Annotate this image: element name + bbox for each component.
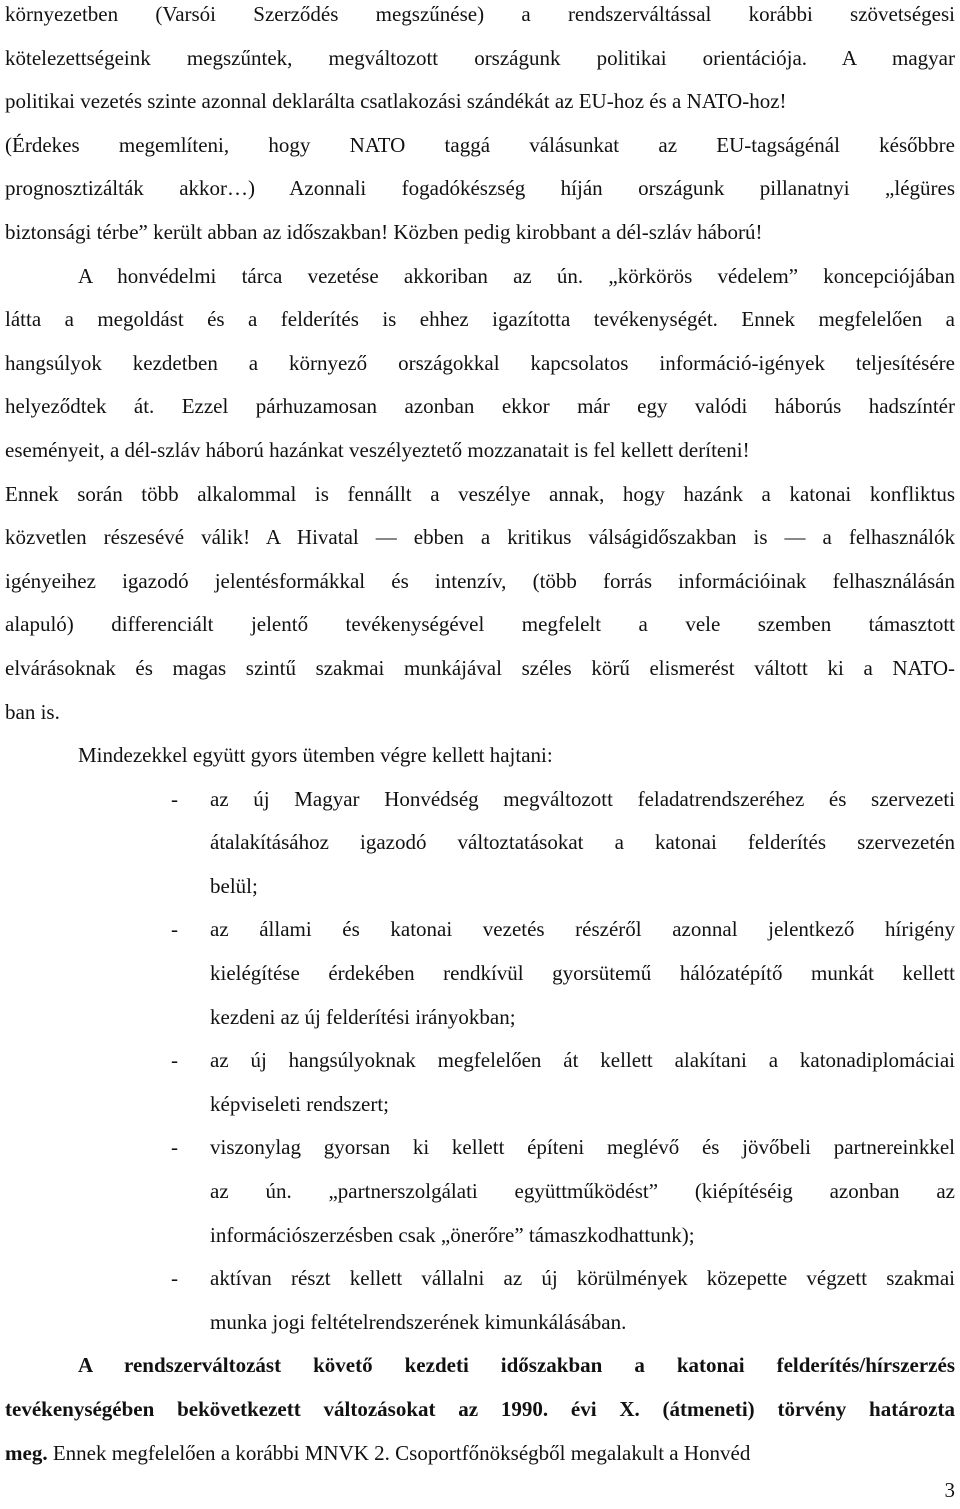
list-dash: - bbox=[171, 786, 178, 811]
paragraph-1 bbox=[5, 0, 955, 734]
text-line: (Érdekes megemlíteni, hogy NATO taggá válásunkat az EU-tagságénál későbbre bbox=[5, 132, 955, 157]
list-item-text: aktívan részt kellett vállalni az új körülmények közepette végzett szakmai bbox=[210, 1266, 955, 1291]
paragraph-2 bbox=[5, 734, 955, 1344]
bold-text-line: tevékenységében bekövetkezett változásokat az 1990. évi X. (átmeneti) törvény határozta bbox=[5, 1397, 955, 1421]
list-item bbox=[5, 1126, 955, 1170]
list-item-continuation bbox=[5, 821, 955, 865]
text-line: eseményeit, a dél-szláv háború hazánkat veszélyeztető mozzanatait is fel kellett deríteni! bbox=[5, 437, 750, 462]
text-line: A honvédelmi tárca vezetése akkoriban az ún. „körkörös védelem” koncepciójában bbox=[78, 263, 955, 288]
list-item-text: viszonylag gyorsan ki kellett építeni meglévő és jövőbeli partnereinkkel bbox=[210, 1135, 955, 1160]
list-dash: - bbox=[171, 1266, 178, 1291]
bold-text: meg. bbox=[5, 1440, 48, 1465]
list-item bbox=[5, 908, 955, 952]
text-line: környezetben (Varsói Szerződés megszűnése) a rendszerváltással korábbi szövetségesi bbox=[5, 2, 955, 26]
list-item-continuation bbox=[5, 1170, 955, 1214]
text-line: prognosztizálták akkor…) Azonnali fogadókészség híján országunk pillanatnyi „légüres bbox=[5, 176, 955, 201]
text-line: közvetlen részesévé válik! A Hivatal ― ebben a kritikus válságidőszakban is ― a felhasználók bbox=[5, 525, 955, 550]
text-line: igényeihez igazodó jelentésformákkal és intenzív, (több forrás információinak felhasználásán bbox=[5, 568, 955, 593]
list-item-text: átalakításához igazodó változtatásokat a katonai felderítés szervezetén bbox=[210, 830, 955, 855]
paragraph-3 bbox=[5, 1344, 955, 1475]
list-item-continuation: információszerzésben csak „önerőre” támaszkodhattunk); bbox=[210, 1222, 695, 1247]
list-item bbox=[5, 1257, 955, 1301]
text-line: látta a megoldást és a felderítés is ehhez igazította tevékenységét. Ennek megfelelően a bbox=[5, 307, 955, 332]
text-line bbox=[5, 1432, 955, 1476]
list-dash: - bbox=[171, 1135, 178, 1160]
list-item-text: az új Magyar Honvédség megváltozott feladatrendszeréhez és szervezeti bbox=[210, 786, 955, 811]
list-dash: - bbox=[171, 917, 178, 942]
list-item-continuation bbox=[5, 952, 955, 996]
list-item-continuation: képviseleti rendszert; bbox=[210, 1091, 390, 1116]
text-line: kötelezettségeink megszűntek, megváltozott országunk politikai orientációja. A magyar bbox=[5, 45, 955, 70]
list-intro: Mindezekkel együtt gyors ütemben végre kellett hajtani: bbox=[78, 743, 553, 768]
list-item-continuation: munka jogi feltételrendszerének kimunkálásában. bbox=[210, 1309, 627, 1334]
list-item-continuation: belül; bbox=[210, 873, 258, 898]
list-item bbox=[5, 1039, 955, 1083]
text-line: politikai vezetés szinte azonnal deklarálta csatlakozási szándékát az EU-hoz és a NATO-hoz! bbox=[5, 89, 787, 114]
list-item-text: az ún. „partnerszolgálati együttműködést” (kiépítéséig azonban az bbox=[210, 1179, 955, 1204]
text-line: ban is. bbox=[5, 699, 60, 724]
list-dash: - bbox=[171, 1048, 178, 1073]
page-number: 3 bbox=[944, 1478, 955, 1502]
list-item bbox=[5, 778, 955, 822]
text-line: Ennek során több alkalommal is fennállt a veszélye annak, hogy hazánk a katonai konfliktus bbox=[5, 481, 955, 506]
list-item-continuation: kezdeni az új felderítési irányokban; bbox=[210, 1004, 516, 1029]
text-line: hangsúlyok kezdetben a környező országokkal kapcsolatos információ-igények teljesítésére bbox=[5, 350, 955, 375]
list-item-text: kielégítése érdekében rendkívül gyorsütemű hálózatépítő munkát kellett bbox=[210, 961, 955, 986]
document-page bbox=[5, 0, 955, 1475]
bold-text-line: A rendszerváltozást követő kezdeti időszakban a katonai felderítés/hírszerzés bbox=[78, 1353, 955, 1378]
regular-text: Ennek megfelelően a korábbi MNVK 2. Csoportfőnökségből megalakult a Honvéd bbox=[47, 1440, 751, 1465]
text-line: biztonsági térbe” került abban az időszakban! Közben pedig kirobbant a dél-szláv háború! bbox=[5, 219, 763, 244]
list-item-text: az új hangsúlyoknak megfelelően át kellett alakítani a katonadiplomáciai bbox=[210, 1048, 955, 1073]
list-item-text: az állami és katonai vezetés részéről azonnal jelentkező hírigény bbox=[210, 917, 955, 942]
text-line: elvárásoknak és magas szintű szakmai munkájával széles körű elismerést váltott ki a NATO- bbox=[5, 655, 955, 680]
text-line: helyeződtek át. Ezzel párhuzamosan azonban ekkor már egy valódi háborús hadszíntér bbox=[5, 394, 955, 419]
text-line: alapuló) differenciált jelentő tevékenységével megfelelt a vele szemben támasztott bbox=[5, 612, 955, 637]
